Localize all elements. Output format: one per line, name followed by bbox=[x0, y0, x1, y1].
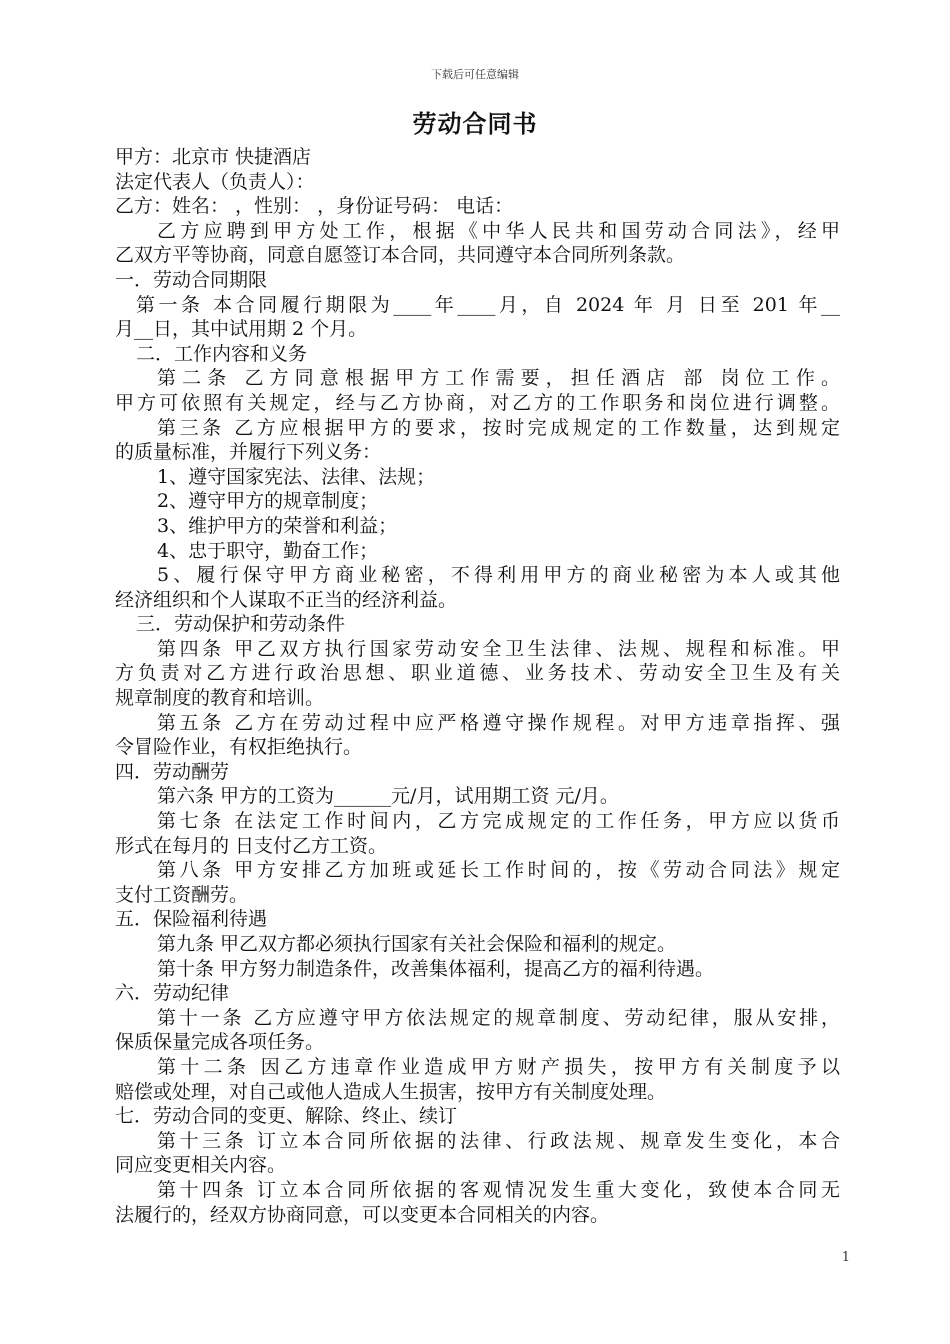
body-line: 同应变更相关内容。 bbox=[115, 1154, 287, 1177]
body-line: 支付工资酬劳。 bbox=[115, 883, 249, 906]
body-line: 乙方：姓名： ，性别： ，身份证号码： 电话： bbox=[115, 195, 514, 218]
body-line: 七．劳动合同的变更、解除、终止、续订 bbox=[115, 1105, 458, 1128]
body-line: 2、遵守甲方的规章制度； bbox=[157, 490, 379, 513]
body-line: 第二条 乙方同意根据甲方工作需要，担任酒店 部 岗位工作。 bbox=[157, 367, 840, 390]
body-line: 第十四条 订立本合同所依据的客观情况发生重大变化，致使本合同无 bbox=[157, 1178, 840, 1201]
body-line: 乙双方平等协商，同意自愿签订本合同，共同遵守本合同所列条款。 bbox=[115, 244, 686, 267]
body-line: 第八条 甲方安排乙方加班或延长工作时间的，按《劳动合同法》规定 bbox=[157, 859, 840, 882]
body-line: 令冒险作业，有权拒绝执行。 bbox=[115, 736, 363, 759]
header-note: 下载后可任意编辑 bbox=[431, 68, 519, 81]
body-line: 第七条 在法定工作时间内，乙方完成规定的工作任务，甲方应以货币 bbox=[157, 810, 840, 833]
body-line: 第十一条 乙方应遵守甲方依法规定的规章制度、劳动纪律，服从安排， bbox=[157, 1006, 840, 1029]
document-title: 劳动合同书 bbox=[412, 109, 538, 138]
body-line: 三．劳动保护和劳动条件 bbox=[136, 613, 346, 636]
body-line: 1、遵守国家宪法、法律、法规； bbox=[157, 465, 436, 488]
body-line: 经济组织和个人谋取不正当的经济利益。 bbox=[115, 588, 458, 611]
body-line: 第十二条 因乙方违章作业造成甲方财产损失，按甲方有关制度予以 bbox=[157, 1055, 840, 1078]
body-line: 一．劳动合同期限 bbox=[115, 268, 268, 291]
body-line: 法定代表人（负责人）： bbox=[115, 170, 315, 193]
body-line: 第六条 甲方的工资为______元/月，试用期工资 元/月。 bbox=[157, 785, 619, 808]
body-line: 二．工作内容和义务 bbox=[136, 342, 308, 365]
body-line: 六．劳动纪律 bbox=[115, 982, 230, 1005]
body-line: 第四条 甲乙双方执行国家劳动安全卫生法律、法规、规程和标准。甲 bbox=[157, 637, 840, 660]
body-line: 第九条 甲乙双方都必须执行国家有关社会保险和福利的规定。 bbox=[157, 933, 677, 955]
body-line: 方负责对乙方进行政治思想、职业道德、业务技术、劳动安全卫生及有关 bbox=[115, 662, 840, 685]
body-line: 五．保险福利待遇 bbox=[115, 908, 268, 931]
body-line: 的质量标准，并履行下列义务： bbox=[115, 441, 382, 464]
body-line: 第一条 本合同履行期限为____年____月，自 2024 年 月 日至 201 年__ bbox=[136, 293, 840, 316]
body-line: 乙方应聘到甲方处工作，根据《中华人民共和国劳动合同法》，经甲 bbox=[157, 219, 840, 242]
body-line: 4、忠于职守，勤奋工作； bbox=[157, 539, 379, 562]
body-line: 第十条 甲方努力制造条件，改善集体福利，提高乙方的福利待遇。 bbox=[157, 957, 715, 980]
body-line: 保质保量完成各项任务。 bbox=[115, 1031, 325, 1054]
body-line: 法履行的，经双方协商同意，可以变更本合同相关的内容。 bbox=[115, 1203, 610, 1226]
body-line: 第十三条 订立本合同所依据的法律、行政法规、规章发生变化，本合 bbox=[157, 1129, 840, 1152]
body-line: 甲方：北京市 快捷酒店 bbox=[115, 146, 312, 168]
body-line: 5、履行保守甲方商业秘密，不得利用甲方的商业秘密为本人或其他 bbox=[157, 564, 840, 587]
body-line: 赔偿或处理，对自己或他人造成人生损害，按甲方有关制度处理。 bbox=[115, 1080, 667, 1103]
body-line: 甲方可依照有关规定，经与乙方协商，对乙方的工作职务和岗位进行调整。 bbox=[115, 391, 840, 414]
body-line: 第三条 乙方应根据甲方的要求，按时完成规定的工作数量，达到规定 bbox=[157, 416, 840, 439]
page-number: 1 bbox=[841, 1250, 850, 1265]
body-line: 四．劳动酬劳 bbox=[115, 760, 230, 783]
body-line: 3、维护甲方的荣誉和利益； bbox=[157, 514, 398, 537]
body-line: 第五条 乙方在劳动过程中应严格遵守操作规程。对甲方违章指挥、强 bbox=[157, 711, 840, 734]
body-line: 月__日，其中试用期 2 个月。 bbox=[115, 318, 368, 341]
body-line: 规章制度的教育和培训。 bbox=[115, 687, 325, 710]
body-line: 形式在每月的 日支付乙方工资。 bbox=[115, 834, 388, 857]
contract-body bbox=[115, 145, 840, 1227]
